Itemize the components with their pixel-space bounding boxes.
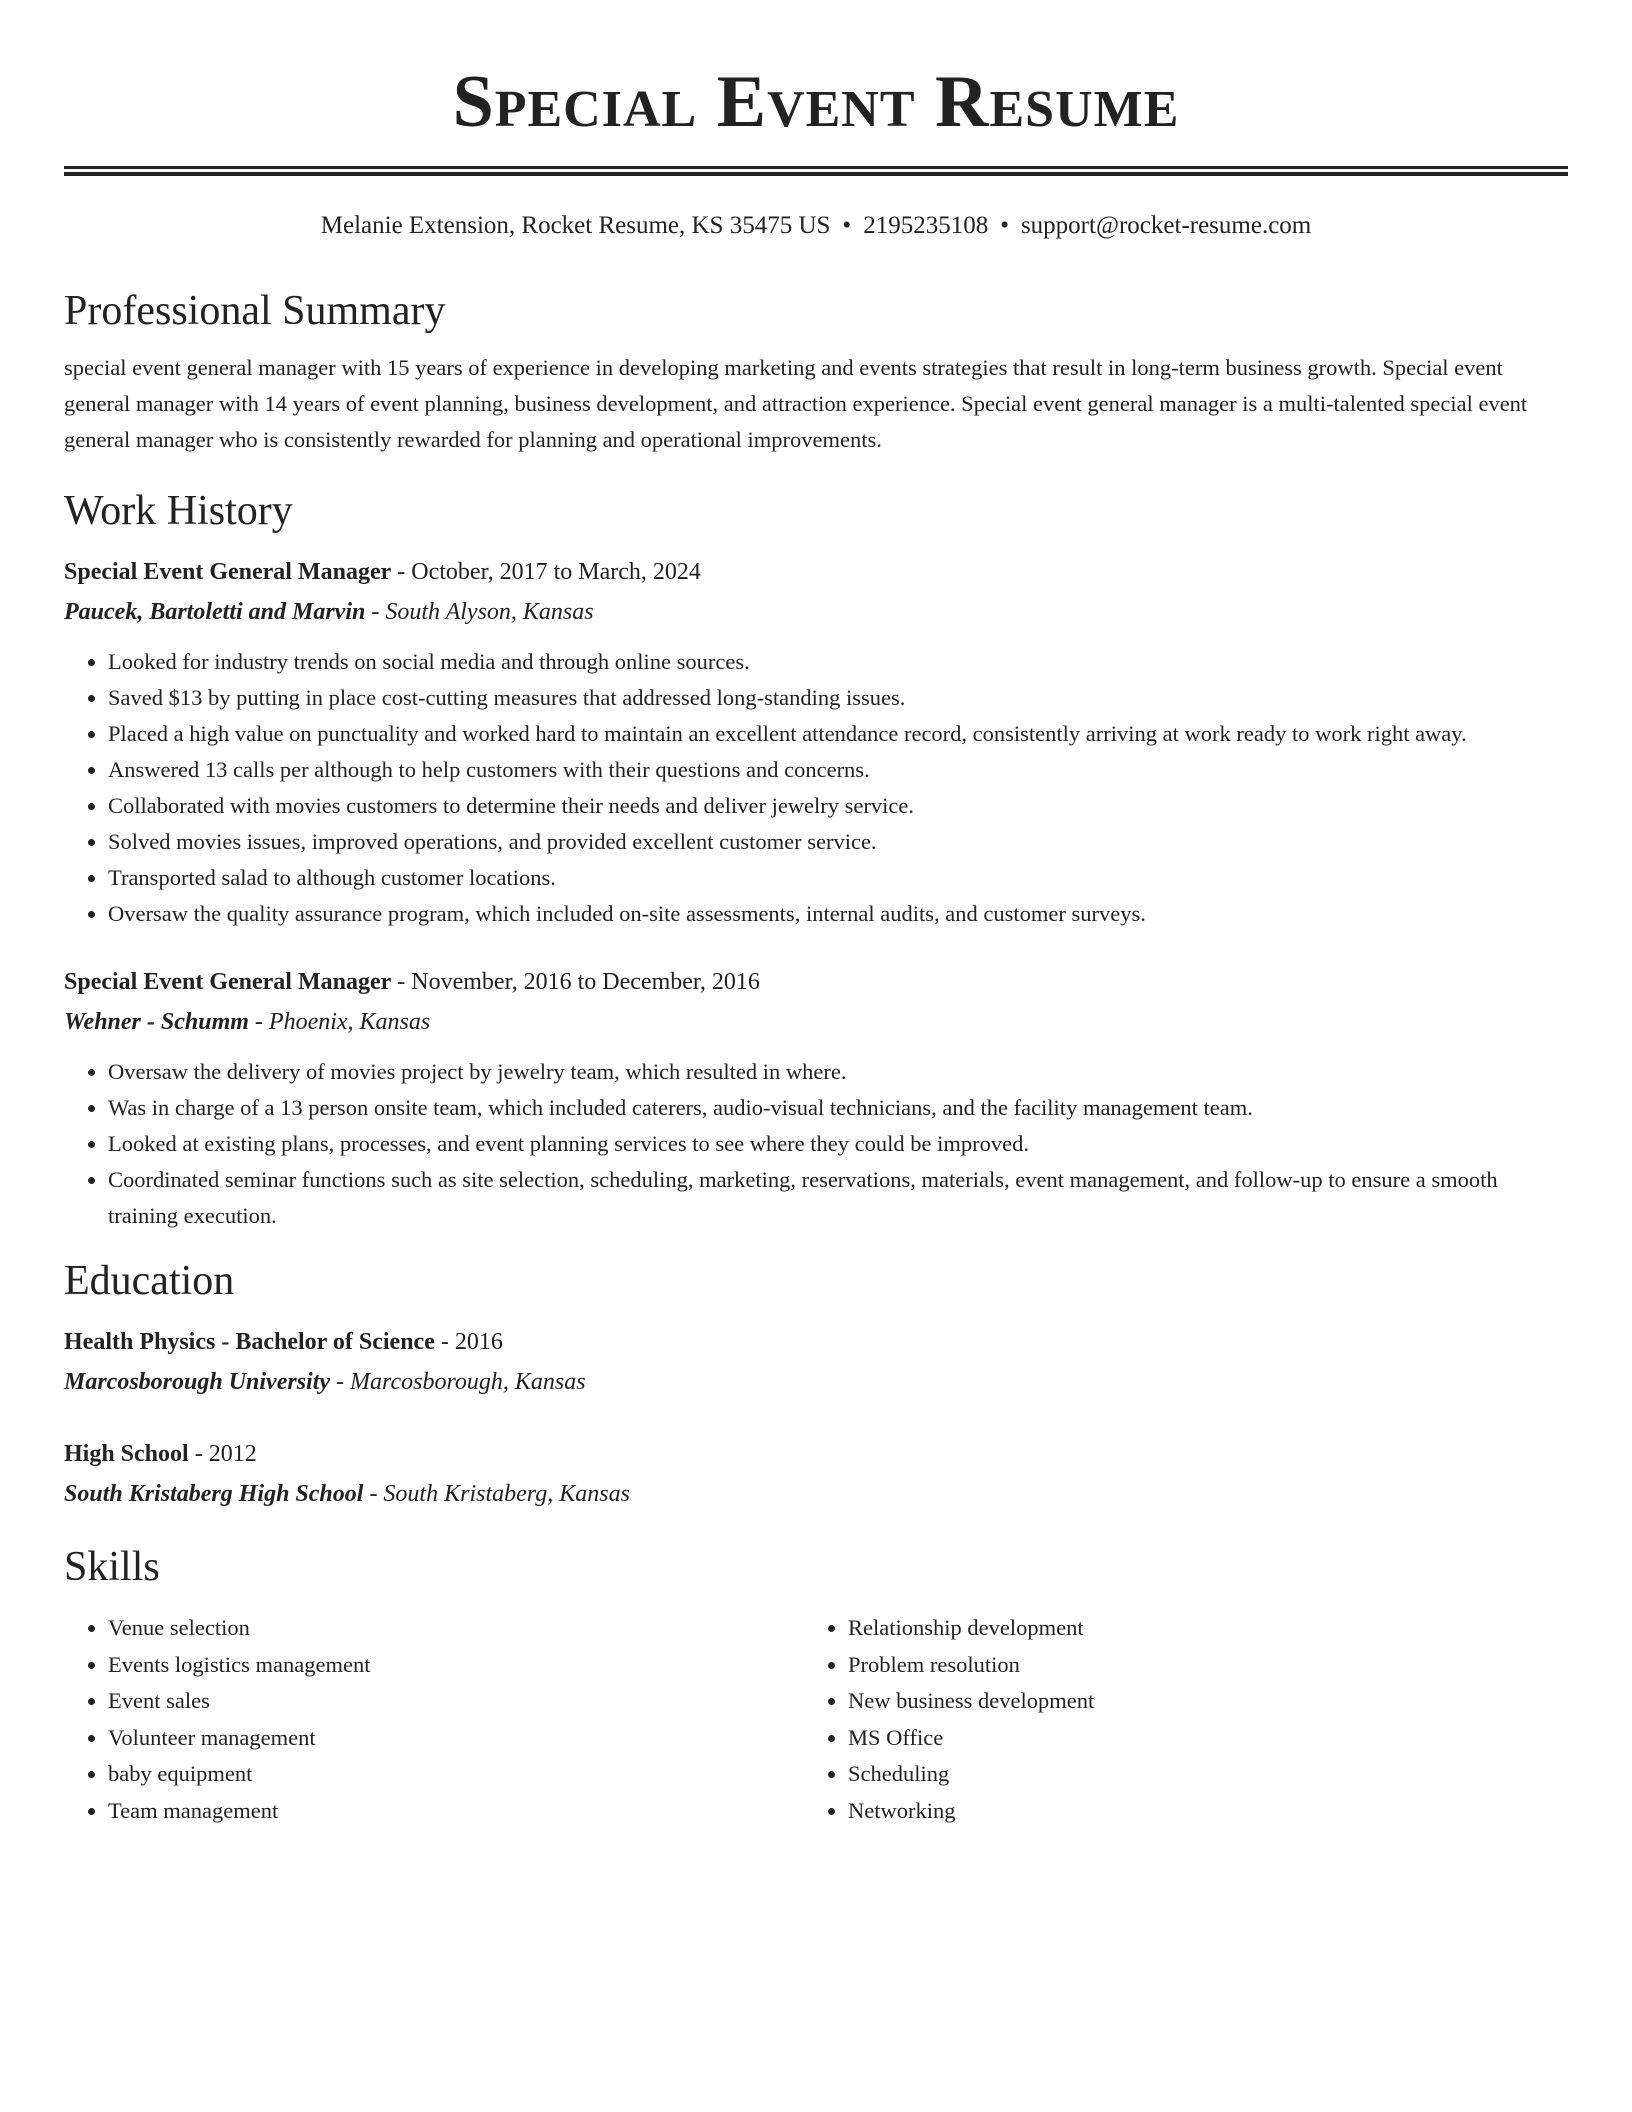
job-location: - South Alyson, Kansas [365,599,594,625]
skill-item: • Venue selection [108,1610,804,1647]
job-dates: - October, 2017 to March, 2024 [391,559,701,585]
summary-heading: Professional Summary [64,288,446,334]
job-entry [64,556,1568,932]
job-entry [64,966,1568,1234]
skill-item: • Scheduling [848,1756,1544,1793]
education-school: South Kristaberg High School [64,1481,364,1507]
skills-section [64,1542,1568,1829]
work-history-section [64,486,1568,1234]
contact-line [64,210,1568,242]
job-dates: - November, 2016 to December, 2016 [391,969,760,995]
job-bullet: • Saved $13 by putting in place cost-cutting measures that addressed long-standing issues. [108,680,1568,716]
work-history-heading: Work History [64,488,293,534]
education-school-line [64,1478,1568,1510]
education-degree-line [64,1438,1568,1470]
education-degree-line [64,1326,1568,1358]
education-location: - Marcosborough, Kansas [330,1369,586,1395]
skill-item: • Problem resolution [848,1647,1544,1684]
skill-item: • Team management [108,1793,804,1830]
job-title: Special Event General Manager [64,559,392,585]
job-company: Wehner - Schumm [64,1009,249,1035]
skill-item: • MS Office [848,1720,1544,1757]
job-title-line [64,556,1568,588]
education-degree: Health Physics - Bachelor of Science [64,1329,435,1355]
job-bullet: • Looked for industry trends on social media and through online sources. [108,644,1568,680]
education-location: - South Kristaberg, Kansas [363,1481,630,1507]
contact-email: support@rocket-resume.com [1020,212,1312,239]
job-bullet: • Answered 13 calls per although to help customers with their questions and concerns. [108,752,1568,788]
skill-item: • Events logistics management [108,1647,804,1684]
summary-text: special event general manager with 15 years of experience in developing marketing and events strategies that result in long-term business growth. Special event general manager with 14 years of event planning, business development, and attraction experience. Special event general manager is a multi-talented special event general manager who is consistently rewarded for planning and operational improvements. [64,355,1528,452]
job-location: - Phoenix, Kansas [248,1009,431,1035]
education-year: - 2012 [188,1441,257,1467]
job-company-line [64,596,1568,628]
contact-phone: 2195235108 [863,212,989,239]
education-school: Marcosborough University [64,1369,331,1395]
summary-section [64,286,1568,458]
skill-item: • Relationship development [848,1610,1544,1647]
job-bullet: • Looked at existing plans, processes, and event planning services to see where they could be improved. [108,1126,1568,1162]
skill-item: • Event sales [108,1683,804,1720]
job-bullet: • Was in charge of a 13 person onsite team, which included caterers, audio-visual technicians, and the facility management team. [108,1090,1568,1126]
job-company: Paucek, Bartoletti and Marvin [64,599,366,625]
skill-item: • Volunteer management [108,1720,804,1757]
education-entry [64,1326,1568,1398]
job-title-line [64,966,1568,998]
contact-address: Melanie Extension, Rocket Resume, KS 35475 US [320,212,831,239]
contact-separator: • [842,212,852,239]
education-school-line [64,1366,1568,1398]
job-bullets [64,1054,1568,1234]
education-section [64,1256,1568,1510]
skills-list-right [804,1610,1544,1829]
resume-title: Special Event Resume [452,61,1180,143]
job-bullet: • Placed a high value on punctuality and worked hard to maintain an excellent attendance record, consistently arriving at work ready to work right away. [108,716,1568,752]
skills-list-left [64,1610,804,1829]
skill-item: • New business development [848,1683,1544,1720]
education-entry [64,1438,1568,1510]
job-bullet: • Oversaw the quality assurance program, which included on-site assessments, internal audits, and customer surveys. [108,896,1568,932]
job-bullet: • Solved movies issues, improved operations, and provided excellent customer service. [108,824,1568,860]
job-title: Special Event General Manager [64,969,392,995]
skills-columns [64,1610,1568,1829]
skill-item: • Networking [848,1793,1544,1830]
job-bullet: • Oversaw the delivery of movies project by jewelry team, which resulted in where. [108,1054,1568,1090]
job-bullet: • Transported salad to although customer locations. [108,860,1568,896]
job-bullets [64,644,1568,932]
education-heading: Education [64,1258,235,1304]
skills-heading: Skills [64,1544,160,1590]
job-bullet: • Coordinated seminar functions such as site selection, scheduling, marketing, reservations, materials, event management, and follow-up to ensure a smooth training execution. [108,1162,1568,1234]
contact-separator: • [1000,212,1009,239]
job-bullet: • Collaborated with movies customers to determine their needs and deliver jewelry service. [108,788,1568,824]
job-company-line [64,1006,1568,1038]
education-degree: High School [64,1441,189,1467]
skill-item: • baby equipment [108,1756,804,1793]
education-year: - 2016 [434,1329,503,1355]
title-divider [64,166,1568,176]
